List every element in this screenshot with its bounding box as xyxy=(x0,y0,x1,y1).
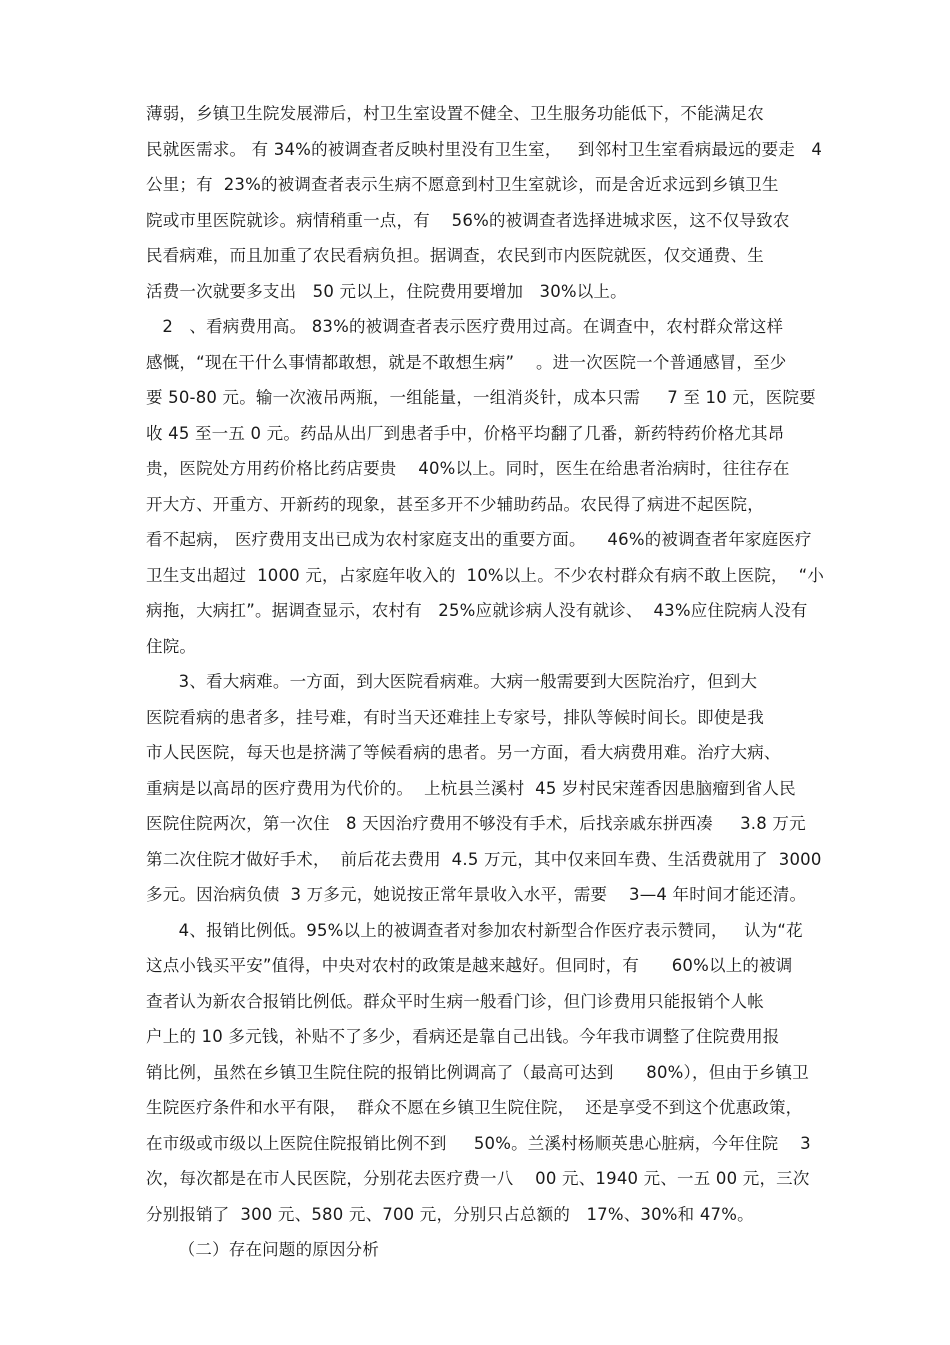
text-line: 医院住院两次，第一次住 8 天因治疗费用不够没有手术，后找亲戚东拼西凑 3.8 万元 xyxy=(146,814,806,833)
text-line: 这点小钱买平安”值得，中央对农村的政策是越来越好。但同时，有 60%以上的被调 xyxy=(146,956,793,975)
text-line: 感慨，“现在干什么事情都敢想，就是不敢想生病” 。进一次医院一个普通感冒，至少 xyxy=(146,353,787,372)
text-line: 生院医疗条件和水平有限， 群众不愿在乡镇卫生院住院， 还是享受不到这个优惠政策， xyxy=(146,1098,803,1117)
text-line: 次，每次都是在市人民医院，分别花去医疗费一八 00 元、1940 元、一五 00 元，三次 xyxy=(146,1169,810,1188)
text-line: 民就医需求。 有 34%的被调查者反映村里没有卫生室， 到邻村卫生室看病最远的要走 4 xyxy=(146,140,823,159)
text-line: 第二次住院才做好手术， 前后花去费用 4.5 万元，其中仅来回车费、生活费就用了 3000 xyxy=(146,850,822,869)
text-line: 院或市里医院就诊。病情稍重一点，有 56%的被调查者选择进城求医，这不仅导致农 xyxy=(146,211,790,230)
text-line: 要 50-80 元。输一次液吊两瓶，一组能量，一组消炎针，成本只需 7 至 10 元，医院要 xyxy=(146,388,816,407)
text-line: 在市级或市级以上医院住院报销比例不到 50%。兰溪村杨顺英患心脏病，今年住院 3 xyxy=(146,1134,811,1153)
text-line: 卫生支出超过 1000 元，占家庭年收入的 10%以上。不少农村群众有病不敢上医院， “小 xyxy=(146,566,825,585)
text-line: 病拖，大病扛”。据调查显示，农村有 25%应就诊病人没有就诊、 43%应住院病人没有 xyxy=(146,601,808,620)
text-line: 收 45 至一五 0 元。药品从出厂到患者手中，价格平均翻了几番，新药特药价格尤其昂 xyxy=(146,424,785,443)
text-line: 3、看大病难。一方面，到大医院看病难。大病一般需要到大医院治疗，但到大 xyxy=(146,672,758,691)
text-line: 销比例，虽然在乡镇卫生院住院的报销比例调高了（最高可达到 80%），但由于乡镇卫 xyxy=(146,1063,809,1082)
text-line: 分别报销了 300 元、580 元、700 元，分别只占总额的 17%、30%和 47%。 xyxy=(146,1205,754,1224)
text-line: 查者认为新农合报销比例低。群众平时生病一般看门诊，但门诊费用只能报销个人帐 xyxy=(146,992,764,1011)
text-line: 开大方、开重方、开新药的现象，甚至多开不少辅助药品。农民得了病进不起医院， xyxy=(146,495,764,514)
text-line: 多元。因治病负债 3 万多元，她说按正常年景收入水平，需要 3—4 年时间才能还清。 xyxy=(146,885,807,904)
text-line: 4、报销比例低。95%以上的被调查者对参加农村新型合作医疗表示赞同， 认为“花 xyxy=(146,921,803,940)
text-line: 医院看病的患者多，挂号难，有时当天还难挂上专家号，排队等候时间长。即使是我 xyxy=(146,708,764,727)
text-line: 住院。 xyxy=(146,637,197,656)
text-line: 户上的 10 多元钱，补贴不了多少，看病还是靠自己出钱。今年我市调整了住院费用报 xyxy=(146,1027,780,1046)
text-line: 贵，医院处方用药价格比药店要贵 40%以上。同时，医生在给患者治病时，往往存在 xyxy=(146,459,790,478)
text-line: 薄弱，乡镇卫生院发展滞后，村卫生室设置不健全、卫生服务功能低下，不能满足农 xyxy=(146,104,764,123)
text-line: 2 、看病费用高。 83%的被调查者表示医疗费用过高。在调查中，农村群众常这样 xyxy=(146,317,784,336)
text-line: 公里；有 23%的被调查者表示生病不愿意到村卫生室就诊，而是舍近求远到乡镇卫生 xyxy=(146,175,779,194)
text-line: 活费一次就要多支出 50 元以上，住院费用要增加 30%以上。 xyxy=(146,282,627,301)
text-line: 看不起病， 医疗费用支出已成为农村家庭支出的重要方面。 46%的被调查者年家庭医疗 xyxy=(146,530,812,549)
text-line: 市人民医院，每天也是挤满了等候看病的患者。另一方面，看大病费用难。治疗大病、 xyxy=(146,743,781,762)
section-heading: （二）存在问题的原因分析 xyxy=(146,1240,380,1259)
text-line: 重病是以高昂的医疗费用为代价的。 上杭县兰溪村 45 岁村民宋莲香因患脑瘤到省人民 xyxy=(146,779,796,798)
text-line: 民看病难，而且加重了农民看病负担。据调查，农民到市内医院就医，仅交通费、生 xyxy=(146,246,764,265)
